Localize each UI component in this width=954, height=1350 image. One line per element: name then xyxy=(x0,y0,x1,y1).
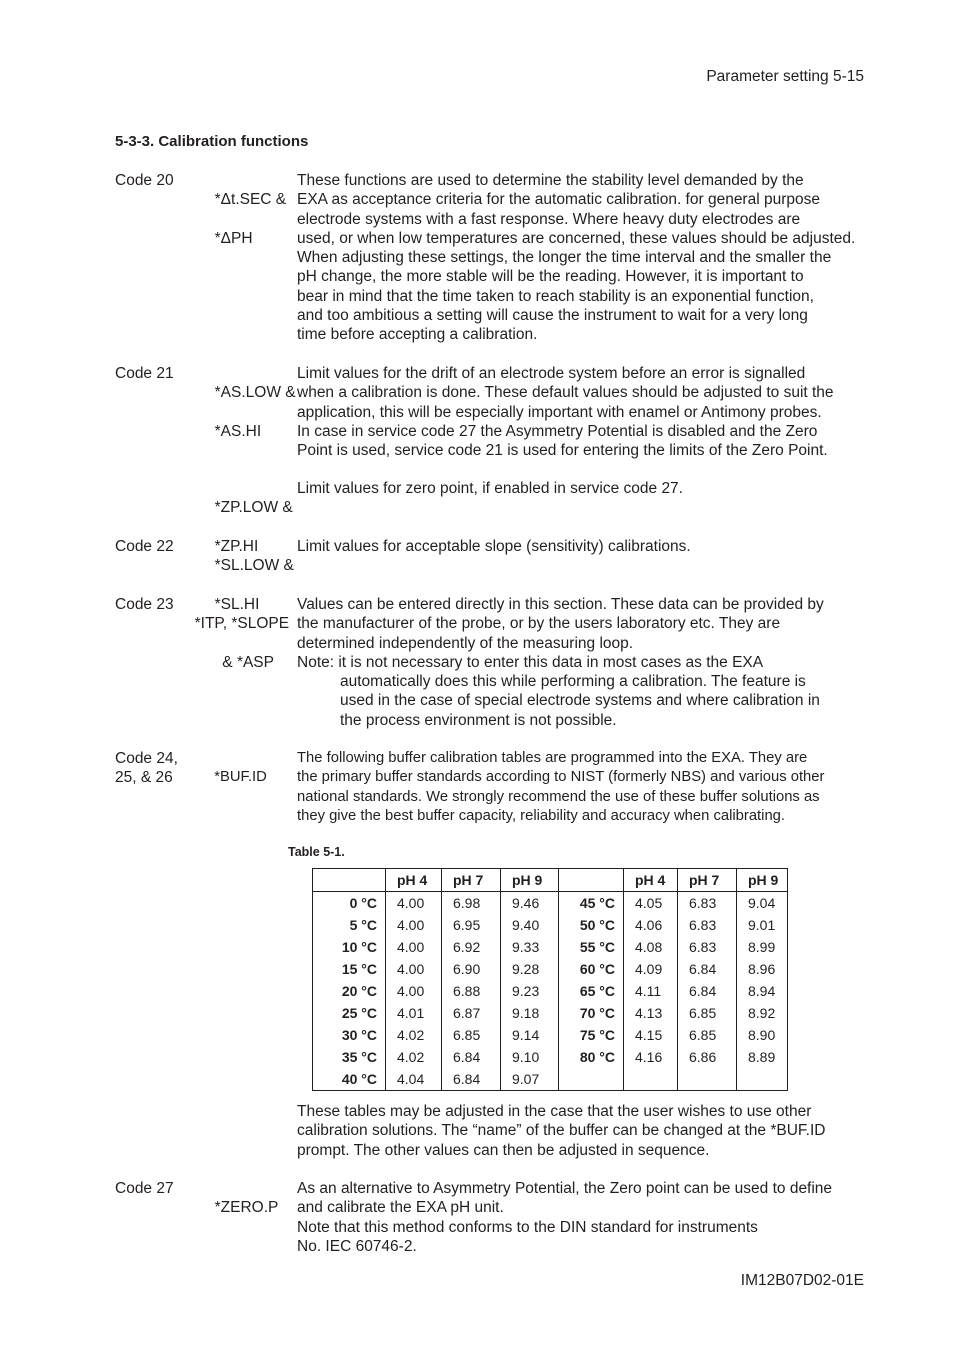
ph-value-cell: 4.00 xyxy=(386,914,442,936)
ph-value-cell: 4.09 xyxy=(624,958,678,980)
table-header-cell: pH 9 xyxy=(501,869,559,892)
desc-line: These tables may be adjusted in the case that the user wishes to use other xyxy=(297,1103,812,1120)
table-body xyxy=(313,892,788,1091)
ph-value-cell: 8.94 xyxy=(737,980,788,1002)
table-row xyxy=(313,1024,788,1046)
desc-line: Values can be entered directly in this section. These data can be provided by xyxy=(297,596,824,613)
param-line: *SL.HI xyxy=(214,595,260,613)
ph-value-cell: 6.84 xyxy=(678,980,737,1002)
param-line: *AS.LOW & xyxy=(214,384,296,402)
temperature-cell: 30 °C xyxy=(341,1027,377,1043)
code-24-params xyxy=(206,749,267,788)
code-21-description xyxy=(297,364,867,460)
temperature-cell: 80 °C xyxy=(559,1046,624,1068)
desc-line: the manufacturer of the probe, or by the users laboratory etc. They are xyxy=(297,615,781,633)
ph-value-cell: 6.85 xyxy=(442,1024,501,1046)
temperature-cell: 50 °C xyxy=(559,914,624,936)
table-header-cell xyxy=(559,869,624,892)
ph-value-cell: 9.04 xyxy=(737,892,788,915)
param-line: & *ASP xyxy=(222,653,274,671)
param-line: *ZERO.P xyxy=(214,1199,279,1217)
desc-line: In case in service code 27 the Asymmetry Potential is disabled and the Zero xyxy=(297,422,818,440)
desc-line: they give the best buffer capacity, reliability and accuracy when calibrating. xyxy=(297,807,786,824)
code-21-params xyxy=(206,364,296,441)
ph-value-cell: 4.00 xyxy=(386,958,442,980)
table-header-cell: pH 4 xyxy=(386,869,442,892)
code-24-after-table xyxy=(297,1102,867,1160)
ph-value-cell: 4.00 xyxy=(386,980,442,1002)
page-header: Parameter setting 5-15 xyxy=(706,68,864,85)
temperature-cell: 40 °C xyxy=(341,1071,377,1087)
table-row xyxy=(313,914,788,936)
code-27-label: Code 27 xyxy=(115,1180,174,1197)
ph-value-cell: 4.02 xyxy=(386,1024,442,1046)
ph-value-cell: 9.01 xyxy=(737,914,788,936)
table-header-cell: pH 7 xyxy=(678,869,737,892)
table-header-cell: pH 7 xyxy=(442,869,501,892)
desc-line: EXA as acceptance criteria for the automatic calibration. for general purpose xyxy=(297,191,820,209)
code-20-params xyxy=(206,171,286,248)
ph-value-cell: 4.16 xyxy=(624,1046,678,1068)
temperature-cell: 20 °C xyxy=(341,983,377,999)
ph-value-cell: 4.00 xyxy=(386,936,442,958)
desc-line: electrode systems with a fast response. Where heavy duty electrodes are xyxy=(297,210,801,228)
ph-value-cell xyxy=(624,1068,678,1091)
ph-value-cell: 4.08 xyxy=(624,936,678,958)
code-20-description xyxy=(297,171,867,345)
note-line: Note: it is not necessary to enter this data in most cases as the EXA xyxy=(297,653,764,671)
desc-line: when a calibration is done. These default values should be adjusted to suit the xyxy=(297,384,834,402)
desc-line: and too ambitious a setting will cause the instrument to wait for a very long xyxy=(297,307,808,325)
param-line: *BUF.ID xyxy=(214,769,267,786)
ph-value-cell: 6.84 xyxy=(442,1046,501,1068)
table-header-row xyxy=(313,869,788,892)
temperature-cell: 25 °C xyxy=(341,1005,377,1021)
ph-value-cell: 8.89 xyxy=(737,1046,788,1068)
ph-value-cell: 8.92 xyxy=(737,1002,788,1024)
ph-value-cell: 4.15 xyxy=(624,1024,678,1046)
table-row xyxy=(313,1002,788,1024)
code-23-params xyxy=(186,595,290,672)
desc-line: Note that this method conforms to the DIN standard for instruments xyxy=(297,1218,758,1236)
zp-description xyxy=(297,479,867,498)
temperature-cell: 35 °C xyxy=(341,1049,377,1065)
table-caption: Table 5-1. xyxy=(288,845,345,859)
ph-value-cell: 6.83 xyxy=(678,936,737,958)
table-row xyxy=(313,958,788,980)
ph-value-cell: 6.92 xyxy=(442,936,501,958)
code-27-params xyxy=(206,1179,278,1218)
code-22-label: Code 22 xyxy=(115,538,174,555)
note-line: automatically does this while performing a calibration. The feature is xyxy=(340,673,806,691)
param-line: *ZP.HI xyxy=(214,537,259,555)
table-row xyxy=(313,892,788,915)
desc-line: the primary buffer standards according to NIST (formerly NBS) and various other xyxy=(297,769,825,786)
desc-line: used, or when low temperatures are concerned, these values should be adjusted. xyxy=(297,229,856,247)
ph-value-cell: 9.14 xyxy=(501,1024,559,1046)
ph-value-cell: 6.86 xyxy=(678,1046,737,1068)
temperature-cell xyxy=(559,1068,624,1091)
desc-line: Limit values for the drift of an electrode system before an error is signalled xyxy=(297,365,806,382)
code-line: 25, & 26 xyxy=(115,769,173,787)
table-header-cell: pH 9 xyxy=(737,869,788,892)
desc-line: and calibrate the EXA pH unit. xyxy=(297,1199,504,1217)
desc-line: The following buffer calibration tables are programmed into the EXA. They are xyxy=(297,750,808,766)
ph-value-cell: 4.01 xyxy=(386,1002,442,1024)
desc-line: application, this will be especially important with enamel or Antimony probes. xyxy=(297,403,822,421)
desc-line: Limit values for zero point, if enabled in service code 27. xyxy=(297,480,683,497)
ph-value-cell xyxy=(678,1068,737,1091)
ph-value-cell: 6.85 xyxy=(678,1024,737,1046)
table-header-cell xyxy=(313,869,386,892)
ph-value-cell: 6.83 xyxy=(678,914,737,936)
ph-value-cell: 4.04 xyxy=(386,1068,442,1091)
param-line: *Δt.SEC & xyxy=(214,191,287,209)
buffer-table xyxy=(312,868,788,1091)
ph-value-cell: 6.98 xyxy=(442,892,501,915)
ph-value-cell: 9.18 xyxy=(501,1002,559,1024)
param-line: *SL.LOW & xyxy=(214,557,294,575)
page-footer: IM12B07D02-01E xyxy=(740,1272,864,1289)
table-row xyxy=(313,1068,788,1091)
desc-line: Point is used, service code 21 is used for entering the limits of the Zero Point. xyxy=(297,442,828,460)
ph-value-cell: 6.84 xyxy=(442,1068,501,1091)
ph-value-cell: 9.40 xyxy=(501,914,559,936)
ph-value-cell: 6.84 xyxy=(678,958,737,980)
param-line: *ZP.LOW & xyxy=(214,499,293,517)
code-20-label: Code 20 xyxy=(115,172,174,189)
note-line: used in the case of special electrode systems and where calibration in xyxy=(340,692,820,710)
ph-value-cell: 9.46 xyxy=(501,892,559,915)
code-23-label: Code 23 xyxy=(115,596,174,613)
ph-value-cell: 8.99 xyxy=(737,936,788,958)
temperature-cell: 70 °C xyxy=(559,1002,624,1024)
desc-line: These functions are used to determine the stability level demanded by the xyxy=(297,172,804,189)
desc-line: bear in mind that the time taken to reach stability is an exponential function, xyxy=(297,287,814,305)
desc-line: prompt. The other values can then be adjusted in sequence. xyxy=(297,1141,710,1159)
table-row xyxy=(313,936,788,958)
desc-line: Limit values for acceptable slope (sensitivity) calibrations. xyxy=(297,538,691,555)
ph-value-cell: 9.10 xyxy=(501,1046,559,1068)
param-line: *ΔPH xyxy=(214,229,253,247)
ph-value-cell: 4.00 xyxy=(386,892,442,915)
desc-line: determined independently of the measuring loop. xyxy=(297,634,634,652)
temperature-cell: 75 °C xyxy=(559,1024,624,1046)
ph-value-cell: 4.11 xyxy=(624,980,678,1002)
desc-line: national standards. We strongly recommend the use of these buffer solutions as xyxy=(297,788,820,805)
ph-value-cell: 8.96 xyxy=(737,958,788,980)
param-line: *ITP, *SLOPE xyxy=(194,615,290,633)
ph-value-cell: 6.87 xyxy=(442,1002,501,1024)
code-24-description xyxy=(297,749,867,826)
ph-value-cell: 6.95 xyxy=(442,914,501,936)
table-row xyxy=(313,1046,788,1068)
temperature-cell: 0 °C xyxy=(349,895,377,911)
desc-line: When adjusting these settings, the longer the time interval and the smaller the xyxy=(297,249,832,267)
ph-value-cell: 6.85 xyxy=(678,1002,737,1024)
code-21-label: Code 21 xyxy=(115,365,174,382)
ph-value-cell: 4.13 xyxy=(624,1002,678,1024)
ph-value-cell: 9.07 xyxy=(501,1068,559,1091)
desc-line: As an alternative to Asymmetry Potential, the Zero point can be used to define xyxy=(297,1180,833,1197)
temperature-cell: 60 °C xyxy=(559,958,624,980)
desc-line: No. IEC 60746-2. xyxy=(297,1237,417,1255)
temperature-cell: 10 °C xyxy=(341,939,377,955)
desc-line: calibration solutions. The “name” of the buffer can be changed at the *BUF.ID xyxy=(297,1122,826,1140)
note-line: the process environment is not possible. xyxy=(340,711,617,729)
section-title: 5-3-3. Calibration functions xyxy=(115,133,309,150)
temperature-cell: 45 °C xyxy=(559,892,624,915)
temperature-cell: 55 °C xyxy=(559,936,624,958)
code-23-description xyxy=(297,595,867,730)
ph-value-cell: 8.90 xyxy=(737,1024,788,1046)
desc-line: pH change, the more stable will be the reading. However, it is important to xyxy=(297,268,804,286)
ph-value-cell: 4.06 xyxy=(624,914,678,936)
ph-value-cell: 6.90 xyxy=(442,958,501,980)
ph-value-cell xyxy=(737,1068,788,1091)
table-header-cell: pH 4 xyxy=(624,869,678,892)
code-22-description xyxy=(297,537,867,556)
code-24-label xyxy=(115,749,178,788)
table-row xyxy=(313,980,788,1002)
temperature-cell: 15 °C xyxy=(341,961,377,977)
ph-value-cell: 4.02 xyxy=(386,1046,442,1068)
code-line: Code 24, xyxy=(115,750,178,767)
ph-value-cell: 9.28 xyxy=(501,958,559,980)
param-line: *AS.HI xyxy=(214,422,262,440)
ph-value-cell: 6.83 xyxy=(678,892,737,915)
temperature-cell: 5 °C xyxy=(349,917,377,933)
ph-value-cell: 4.05 xyxy=(624,892,678,915)
temperature-cell: 65 °C xyxy=(559,980,624,1002)
code-27-description xyxy=(297,1179,867,1256)
desc-line: time before accepting a calibration. xyxy=(297,326,538,344)
ph-value-cell: 9.23 xyxy=(501,980,559,1002)
ph-value-cell: 9.33 xyxy=(501,936,559,958)
ph-value-cell: 6.88 xyxy=(442,980,501,1002)
